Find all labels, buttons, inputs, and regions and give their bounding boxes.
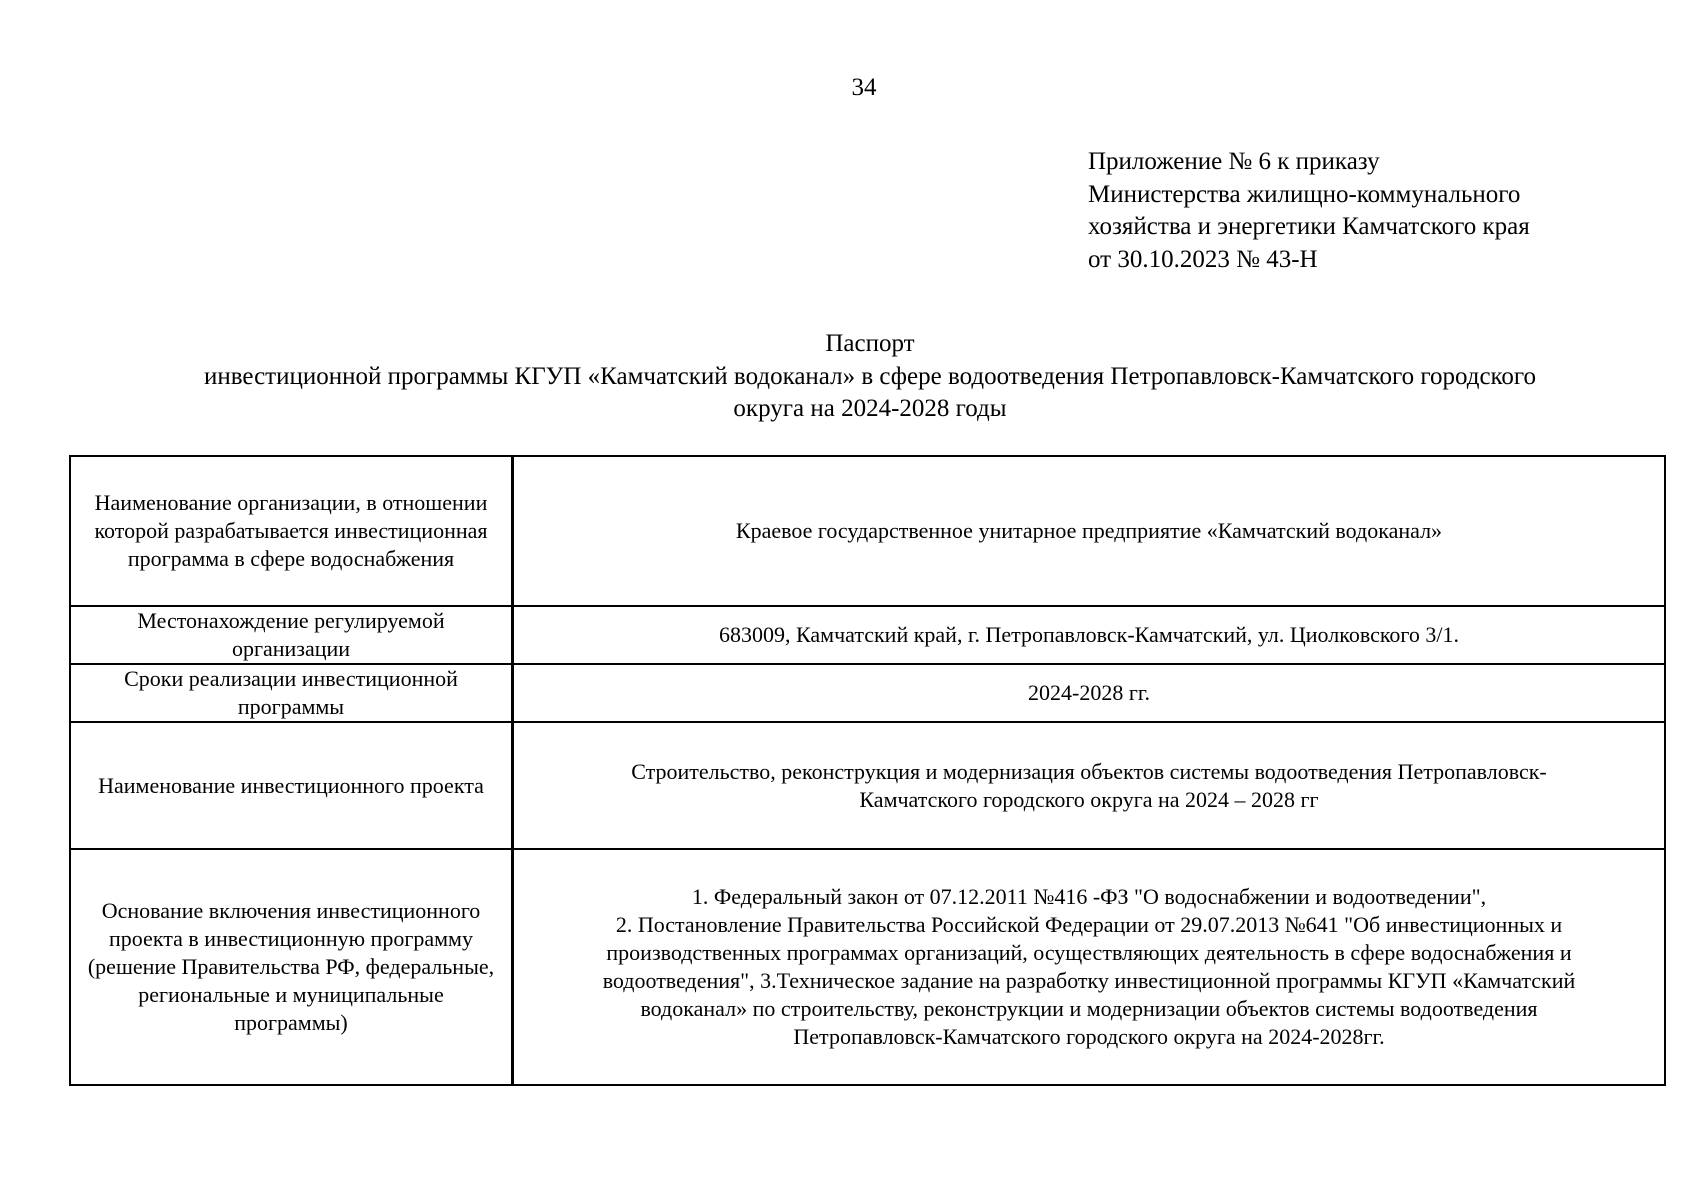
document-title [60, 328, 1680, 426]
table-row [70, 606, 1665, 664]
value-line: Камчатского городского округа на 2024 – 2028 гг [859, 786, 1319, 812]
value-line: 2024-2028 гг. [1028, 680, 1150, 705]
table-row [70, 849, 1665, 1085]
table-row [70, 664, 1665, 722]
value-line: Краевое государственное унитарное предприятие «Камчатский водоканал» [735, 518, 1443, 543]
value-line: 2. Постановление Правительства Российской Федерации от 29.07.2013 №641 "Об инвестиционных и [615, 912, 1563, 937]
passport-table [69, 455, 1666, 1086]
appendix-line: Приложение № 6 к приказу [1088, 148, 1380, 175]
row-label: Сроки реализации инвестиционной программы [70, 664, 513, 722]
row-label: Местонахождение регулируемой организации [70, 606, 513, 664]
row-value [513, 664, 1666, 722]
row-value [513, 456, 1666, 606]
value-line: водоотведения", 3.Техническое задание на разработку инвестиционной программы КГУП «Камчатский [602, 968, 1576, 993]
value-line: Петропавловск-Камчатского городского округа на 2024-2028гг. [793, 1024, 1385, 1049]
appendix-line: хозяйства и энергетики Камчатского края [1088, 213, 1530, 240]
title-line: округа на 2024-2028 годы [733, 395, 1007, 422]
appendix-line: от 30.10.2023 № 43-Н [1088, 245, 1318, 273]
row-label: Основание включения инвестиционного проекта в инвестиционную программу (решение Правительства РФ, федеральные, региональные и муниципальные программы) [70, 849, 513, 1085]
title-line: Паспорт [825, 330, 915, 357]
title-line: инвестиционной программы КГУП «Камчатский водоканал» в сфере водоотведения Петропавловск-Камчатского городского [203, 362, 1537, 390]
table-row [70, 456, 1665, 606]
value-line: Строительство, реконструкция и модернизация объектов системы водоотведения Петропавловск- [631, 758, 1547, 784]
row-value [513, 722, 1666, 849]
appendix-line: Министерства жилищно-коммунального [1088, 180, 1521, 208]
value-line: 1. Федеральный закон от 07.12.2011 №416 -ФЗ "О водоснабжении и водоотведении", [691, 884, 1487, 909]
row-value [513, 849, 1666, 1085]
row-label: Наименование организации, в отношении которой разрабатывается инвестиционная программа в сфере водоснабжения [70, 456, 513, 606]
page-number: 34 [851, 74, 877, 101]
value-line: водоканал» по строительству, реконструкции и модернизации объектов системы водоотведения [640, 996, 1538, 1021]
value-line: производственных программах организаций, осуществляющих деятельность в сфере водоснабжения и [606, 940, 1572, 965]
value-line: 683009, Камчатский край, г. Петропавловск-Камчатский, ул. Циолковского 3/1. [719, 622, 1459, 647]
row-label: Наименование инвестиционного проекта [70, 722, 513, 849]
table-row [70, 722, 1665, 849]
row-value [513, 606, 1666, 664]
appendix-reference [1088, 146, 1530, 276]
